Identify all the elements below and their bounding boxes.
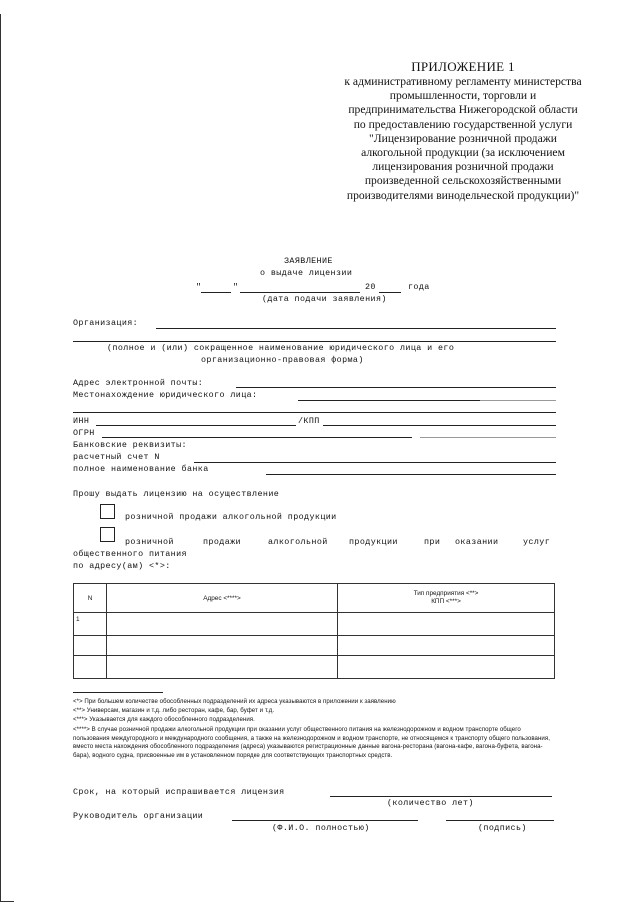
cell-n: [74, 636, 107, 656]
account-field[interactable]: [194, 462, 556, 463]
appendix-line: "Лицензирование розничной продажи: [369, 131, 557, 145]
table-header-row: [74, 584, 555, 613]
option-catering-word: алкогольной: [268, 537, 328, 547]
appendix-line: к административному регламенту министерства: [344, 75, 582, 88]
footnote-3: <***> Указывается для каждого обособленного подразделения.: [73, 716, 255, 723]
inn-label: ИНН: [73, 416, 90, 426]
email-label: Адрес электронной почты:: [73, 378, 204, 388]
organization-field[interactable]: [156, 328, 556, 329]
account-label: расчетный счет N: [73, 452, 160, 462]
header-type-line1: Тип предприятия <**>: [413, 590, 479, 597]
header-n: N: [74, 584, 107, 613]
bank-name-label: полное наименование банка: [73, 464, 209, 474]
ogrn-field[interactable]: [102, 437, 412, 438]
footnote-1: <*> При большем количестве обособленных подразделений их адреса указываются в приложении к заявлению: [73, 698, 396, 705]
option-catering-word: оказании: [455, 537, 499, 547]
appendix-line: произведенной сельскохозяйственными: [364, 174, 562, 188]
cell-n: 1: [74, 613, 107, 636]
email-field[interactable]: [236, 387, 556, 388]
header-type-line2: КПП <***>: [431, 598, 461, 605]
date-year-prefix: 20: [365, 282, 376, 292]
appendix-line: предпринимательства Нижегородской области: [348, 103, 578, 117]
bank-name-field[interactable]: [266, 474, 556, 475]
organization-caption-1: (полное и (или) сокращенное наименование юридического лица и его: [107, 343, 455, 353]
cell-n: [74, 656, 107, 679]
page-left-edge-foot: [0, 901, 14, 902]
term-label: Срок, на который испрашивается лицензия: [73, 787, 285, 797]
ogrn-field-tail: [420, 437, 556, 438]
footnote-4: <****> В случае розничной продажи алкогольной продукции при оказании услуг общественного питания на железнодорожном и водном транспорте общего пользования междугородного и международного сообщения, а также на железнодорожном и водном транспорте, не относящемся к транспорту общего пользования, вместо места нахождения обособленного подразделения (адреса) указываются регистрационные данные вагона-ресторана (вагона-кафе, вагона-буфета, вагона-бара), водного судна, присвоенные им в установленном порядке для соответствующих транспортных средств.: [73, 726, 550, 759]
option-catering-word: при: [424, 537, 441, 547]
option-retail-checkbox[interactable]: [100, 504, 115, 519]
option-retail-label: розничной продажи алкогольной продукции: [125, 512, 337, 522]
option-catering-checkbox[interactable]: [100, 527, 115, 542]
footnote-2: <**> Универсам, магазин и т.д. либо ресторан, кафе, бар, буфет и т.д.: [73, 707, 275, 714]
appendix-block: [318, 58, 608, 203]
location-field[interactable]: [298, 400, 508, 401]
date-quote-open: ": [196, 282, 202, 292]
form-subtitle: о выдаче лицензии: [260, 268, 353, 278]
appendix-line: производителями винодельческой продукции)": [346, 188, 580, 202]
address-table: [73, 583, 555, 679]
kpp-label: /КПП: [298, 416, 320, 426]
appendix-line: алкогольной продукции (за исключением: [361, 146, 565, 160]
location-field-2[interactable]: [73, 412, 556, 413]
date-month-field[interactable]: [240, 292, 360, 293]
organization-label: Организация:: [73, 318, 139, 328]
term-field[interactable]: [330, 796, 552, 797]
name-caption: (Ф.И.О. полностью): [272, 823, 370, 833]
cell-address[interactable]: [107, 636, 338, 656]
cell-type[interactable]: [338, 613, 555, 636]
date-caption: (дата подачи заявления): [262, 294, 387, 304]
table-row: [74, 636, 555, 656]
head-name-field[interactable]: [232, 820, 418, 821]
header-type: [338, 584, 555, 613]
head-signature-field[interactable]: [446, 820, 554, 821]
footnote-separator: [73, 692, 163, 693]
location-label: Местонахождение юридического лица:: [73, 390, 258, 400]
appendix-line: лицензирования розничной продажи: [372, 160, 554, 174]
term-caption: (количество лет): [387, 798, 474, 808]
option-catering-word: услуг: [523, 537, 551, 547]
head-label: Руководитель организации: [73, 811, 204, 821]
date-year-field[interactable]: [379, 292, 401, 293]
signature-caption: (подпись): [478, 823, 527, 833]
date-day-field[interactable]: [201, 292, 231, 293]
date-year-suffix: года: [408, 282, 430, 292]
option-catering-word: розничной: [125, 537, 174, 547]
form-title: ЗАЯВЛЕНИЕ: [284, 256, 333, 266]
inn-field[interactable]: [96, 425, 296, 426]
table-row: [74, 656, 555, 679]
appendix-line: по предоставлению государственной услуги: [353, 117, 573, 131]
page-left-edge: [0, 14, 1, 902]
appendix-heading: ПРИЛОЖЕНИЕ 1: [411, 59, 515, 74]
address-intro: по адресу(ам) <*>:: [73, 561, 171, 571]
option-catering-word: продукции: [349, 537, 398, 547]
location-field-tail: [480, 400, 556, 401]
ogrn-label: ОГРН: [73, 428, 95, 438]
appendix-line: промышленности, торговли и: [389, 89, 537, 103]
cell-address[interactable]: [107, 613, 338, 636]
organization-field-2[interactable]: [73, 341, 556, 342]
cell-type[interactable]: [338, 636, 555, 656]
cell-type[interactable]: [338, 656, 555, 679]
cell-address[interactable]: [107, 656, 338, 679]
organization-caption-2: организационно-правовая форма): [201, 355, 364, 365]
option-catering-word: продажи: [203, 537, 241, 547]
option-catering-line2: общественного питания: [73, 549, 187, 559]
header-address: Адрес <****>: [107, 584, 338, 613]
bank-label: Банковские реквизиты:: [73, 440, 187, 450]
date-quote-close: ": [233, 282, 239, 292]
request-text: Прошу выдать лицензию на осуществление: [73, 489, 280, 499]
table-row: [74, 613, 555, 636]
kpp-field[interactable]: [323, 425, 556, 426]
